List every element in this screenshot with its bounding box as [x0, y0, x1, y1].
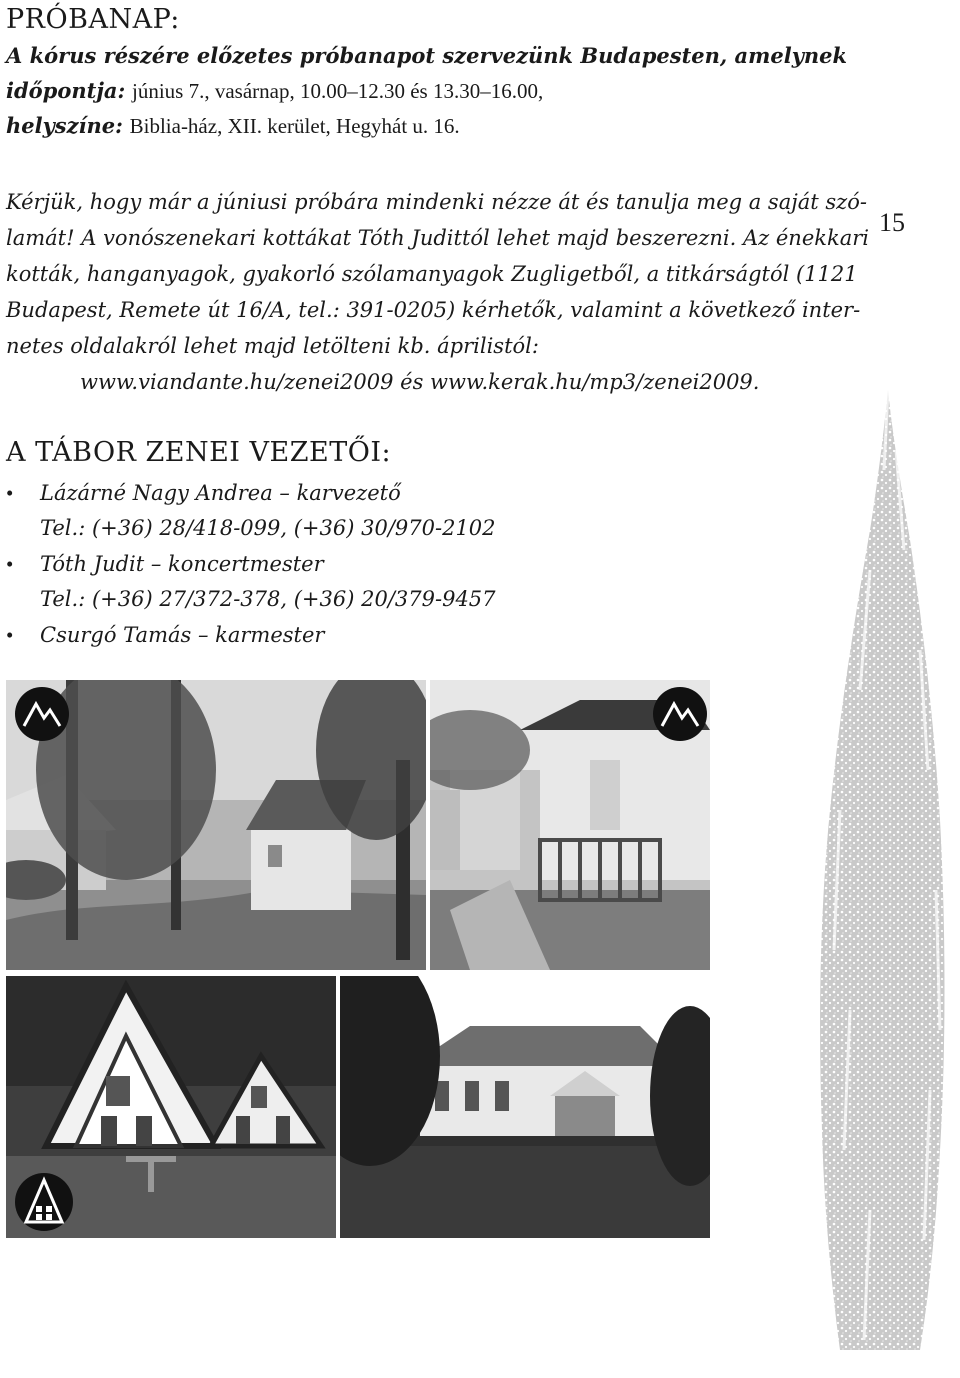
date-value: június 7., vasárnap, 10.00–12.30 és 13.30–16.00, [131, 79, 544, 103]
para-line-4: Budapest, Remete út 16/A, tel.: 391-0205) kérhetők, valamint a következő inter- [6, 298, 861, 322]
mountain-logo-icon [14, 686, 70, 742]
page-number: 15 [879, 208, 905, 237]
place-value: Biblia-ház, XII. kerület, Hegyhát u. 16. [129, 114, 460, 138]
para-line-urls: www.viandante.hu/zenei2009 és www.kerak.hu/mp3/zenei2009. [80, 370, 760, 394]
cypress-tree-illustration [800, 390, 960, 1350]
leader-tel: Tel.: (+36) 28/418-099, (+36) 30/970-2102 [40, 516, 496, 540]
date-label: időpontja: [6, 78, 126, 103]
photo-porch-cabins [430, 680, 710, 970]
photo-a-frame-houses [6, 976, 336, 1238]
leader-name: Tóth Judit – koncertmester [40, 552, 324, 576]
section-heading-probanap: PRÓBANAP: [6, 4, 180, 35]
a-frame-logo-icon [14, 1172, 74, 1232]
bullet-icon: • [6, 623, 14, 647]
leader-item [6, 547, 324, 582]
leader-item [6, 618, 324, 653]
leader-name: Lázárné Nagy Andrea – karvezető [40, 481, 401, 505]
photo-lodge-gazebo-image [340, 976, 710, 1238]
leader-item [6, 476, 401, 511]
photo-cabins-trees [6, 680, 426, 970]
probanap-place [6, 108, 460, 144]
leader-tel: Tel.: (+36) 27/372-378, (+36) 20/379-9457 [40, 587, 496, 611]
bullet-icon: • [6, 552, 14, 576]
mountain-logo-icon [652, 686, 708, 742]
photo-lodge-gazebo [340, 976, 710, 1238]
para-line-1: Kérjük, hogy már a júniusi próbára mindenki nézze át és tanulja meg a saját szó- [6, 190, 867, 214]
bullet-icon: • [6, 481, 14, 505]
para-line-2: lamát! A vonószenekari kottákat Tóth Judittól lehet majd beszerezni. Az énekkari [6, 226, 869, 250]
probanap-date [6, 73, 543, 109]
place-label: helyszíne: [6, 113, 123, 138]
section-heading-leaders: A TÁBOR ZENEI VEZETŐI: [6, 437, 392, 468]
para-line-5: netes oldalakról lehet majd letölteni kb. áprilistól: [6, 334, 539, 358]
para-line-3: kották, hanganyagok, gyakorló szólamanyagok Zugligetből, a titkárságtól (1121 [6, 262, 858, 286]
probanap-intro: A kórus részére előzetes próbanapot szervezünk Budapesten, amelynek [6, 43, 848, 68]
leader-name: Csurgó Tamás – karmester [40, 623, 325, 647]
